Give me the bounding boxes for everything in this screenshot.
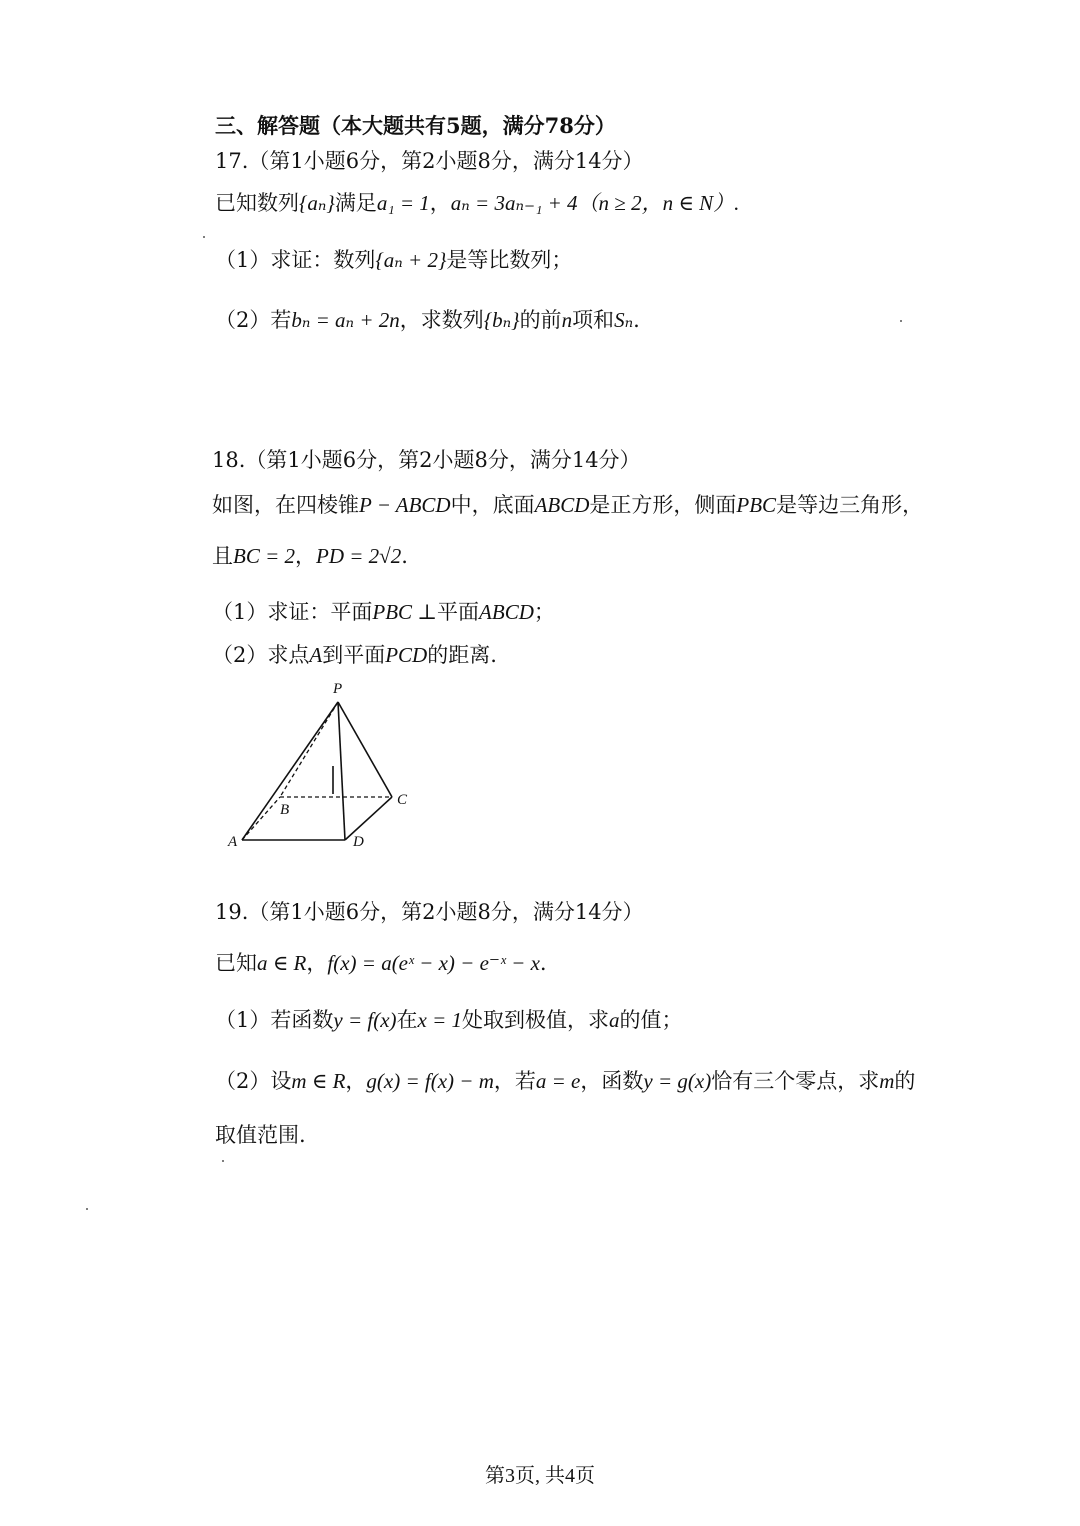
label-A: A bbox=[228, 834, 238, 850]
q18-part2 bbox=[212, 640, 497, 670]
q17-stem-cond2: aₙ = 3aₙ₋₁ + 4 bbox=[450, 191, 578, 215]
scan-speck bbox=[222, 1160, 224, 1162]
q17-stem-cond3: （n ≥ 2，n ∈ N）. bbox=[577, 191, 740, 215]
q19-part2-m2: g(x) = f(x) − m bbox=[366, 1069, 494, 1093]
q19-stem-m2: f(x) = a(eˣ − x) − e⁻ˣ − x bbox=[327, 951, 540, 975]
pyramid-figure bbox=[220, 676, 430, 860]
q17-part2 bbox=[215, 305, 640, 335]
q17-part1 bbox=[215, 245, 572, 275]
q18-stem1-t2: 是正方形，侧面 bbox=[589, 493, 737, 517]
scan-speck bbox=[900, 320, 902, 322]
q18-stem2-end: . bbox=[401, 544, 408, 568]
q17-part2-math3: n bbox=[561, 308, 573, 332]
q18-part2-prefix: （2）求点 bbox=[212, 643, 310, 667]
q19-header: 19.（第1小题6分，第2小题8分，满分14分） bbox=[215, 900, 644, 924]
edge-PC bbox=[338, 702, 392, 797]
q18-stem1-t1: 中，底面 bbox=[450, 493, 535, 517]
page-footer: 第3页, 共4页 bbox=[485, 1465, 595, 1487]
q18-stem-line2 bbox=[212, 541, 408, 571]
q18-part1-m1: PBC ⊥ bbox=[372, 600, 438, 624]
q17-stem-cond1: a₁ = 1 bbox=[376, 191, 430, 215]
q17-part2-math4: Sₙ bbox=[614, 308, 634, 332]
scan-speck bbox=[86, 1208, 88, 1210]
q18-part2-m2: PCD bbox=[385, 643, 428, 667]
q19-stem-prefix: 已知 bbox=[215, 951, 257, 975]
q17-part1-suffix: 是等比数列； bbox=[446, 248, 573, 272]
q19-part1-m2: x = 1 bbox=[417, 1008, 463, 1032]
q18-stem-line1 bbox=[212, 490, 923, 520]
pyramid-diagram bbox=[220, 676, 430, 856]
q19-part2-prefix: （2）设 bbox=[215, 1069, 292, 1093]
q17-stem-seq: {aₙ} bbox=[299, 191, 335, 215]
q19-part1-mid2: 处取到极值，求 bbox=[462, 1008, 610, 1032]
q18-stem2-m1: BC = 2 bbox=[233, 544, 296, 568]
q17-part2-mid3: 项和 bbox=[572, 308, 615, 332]
q19-stem bbox=[215, 948, 547, 978]
q19-part2-mid2: ，函数 bbox=[580, 1069, 644, 1093]
q19-stem-m1: a ∈ R bbox=[257, 951, 307, 975]
scan-speck bbox=[203, 236, 205, 238]
q19-part2-mid: ，若 bbox=[493, 1069, 536, 1093]
q18-part1-end: ； bbox=[533, 600, 555, 624]
q17-part2-prefix: （2）若 bbox=[215, 308, 292, 332]
q19-part1-m1: y = f(x) bbox=[333, 1008, 397, 1032]
q19-part2 bbox=[215, 1066, 915, 1096]
q18-part1 bbox=[212, 597, 555, 627]
q17-part2-end: . bbox=[633, 308, 640, 332]
q19-part2-m3: a = e bbox=[535, 1069, 581, 1093]
q19-part1-mid: 在 bbox=[396, 1008, 418, 1032]
q19-part1-prefix: （1）若函数 bbox=[215, 1008, 334, 1032]
q18-stem1-m3: PBC bbox=[736, 493, 777, 517]
q18-stem1-m1: P − ABCD bbox=[359, 493, 451, 517]
q17-stem bbox=[215, 188, 739, 218]
edge-PA bbox=[242, 702, 338, 840]
label-P: P bbox=[333, 681, 343, 697]
q18-header: 18.（第1小题6分，第2小题8分，满分14分） bbox=[212, 448, 641, 472]
q18-stem1-t3: 是等边三角形， bbox=[776, 493, 924, 517]
q18-stem1-m2: ABCD bbox=[534, 493, 590, 517]
section-header: 三、解答题（本大题共有5题，满分78分） bbox=[215, 113, 616, 138]
edge-PD bbox=[338, 702, 345, 840]
q17-stem-prefix: 已知数列 bbox=[215, 191, 299, 215]
q18-stem2-prefix: 且 bbox=[212, 544, 233, 568]
label-D: D bbox=[353, 834, 364, 850]
q19-part2-mid3: 恰有三个零点，求 bbox=[711, 1069, 880, 1093]
edge-PB bbox=[280, 702, 338, 797]
q18-stem2-sep: ， bbox=[295, 544, 317, 568]
q19-part2-end: 的 bbox=[894, 1069, 916, 1093]
q19-part2-sep: ， bbox=[345, 1069, 367, 1093]
q19-part1 bbox=[215, 1005, 683, 1035]
q18-part1-mid: 平面 bbox=[437, 600, 480, 624]
q17-part2-mid2: 的前 bbox=[519, 308, 562, 332]
q18-stem2-m2: PD = 2√2 bbox=[316, 544, 402, 568]
q19-part2-m1: m ∈ R bbox=[291, 1069, 346, 1093]
q19-part1-end: 的值； bbox=[619, 1008, 683, 1032]
q19-part2-m5: m bbox=[879, 1069, 895, 1093]
label-B: B bbox=[280, 802, 290, 818]
q19-stem-sep: ， bbox=[306, 951, 328, 975]
q17-stem-sep: ， bbox=[429, 191, 451, 215]
q17-part2-math1: bₙ = aₙ + 2n bbox=[291, 308, 400, 332]
q18-stem1-prefix: 如图，在四棱锥 bbox=[212, 493, 359, 517]
q17-stem-mid: 满足 bbox=[334, 191, 377, 215]
q17-part1-prefix: （1）求证：数列 bbox=[215, 248, 376, 272]
q18-part2-mid: 到平面 bbox=[322, 643, 386, 667]
q17-header: 17.（第1小题6分，第2小题8分，满分14分） bbox=[215, 149, 644, 173]
q18-part2-m1: A bbox=[309, 643, 323, 667]
q18-part1-m2: ABCD bbox=[479, 600, 534, 624]
label-C: C bbox=[397, 792, 408, 808]
q19-stem-end: . bbox=[539, 951, 547, 975]
q19-part2-line2: 取值范围. bbox=[215, 1123, 306, 1147]
q19-part1-m3: a bbox=[609, 1008, 620, 1032]
q18-part2-end: 的距离. bbox=[427, 643, 497, 667]
q18-part1-prefix: （1）求证：平面 bbox=[212, 600, 373, 624]
q17-part1-math: {aₙ + 2} bbox=[375, 248, 447, 272]
q17-part2-math2: {bₙ} bbox=[483, 308, 520, 332]
q17-part2-mid: ，求数列 bbox=[399, 308, 484, 332]
q19-part2-m4: y = g(x) bbox=[643, 1069, 712, 1093]
edge-AB bbox=[242, 797, 280, 840]
